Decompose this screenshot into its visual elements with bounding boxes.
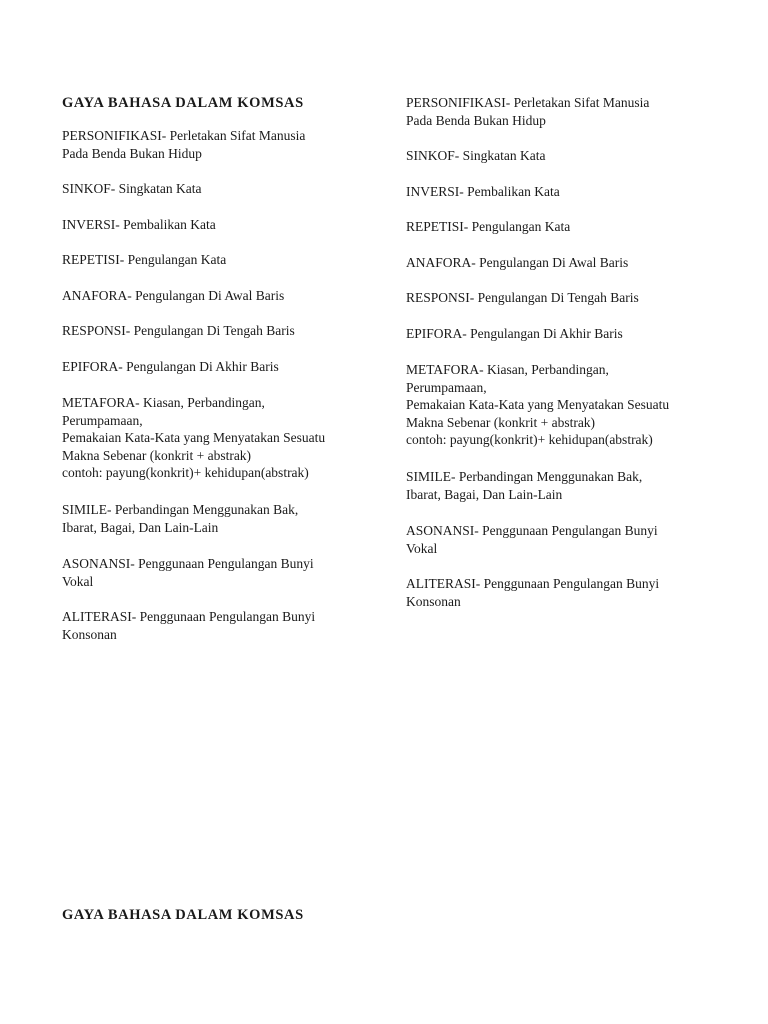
entry-line: Pemakaian Kata-Kata yang Menyatakan Sesuatu bbox=[406, 397, 670, 412]
entry-line: Perumpamaan, bbox=[406, 379, 487, 395]
entry-simile bbox=[406, 468, 642, 503]
entry-line: Konsonan bbox=[62, 626, 117, 642]
entry-line: Pada Benda Bukan Hidup bbox=[406, 112, 546, 128]
entry-responsi bbox=[406, 289, 639, 307]
entry-sinkof bbox=[62, 180, 201, 198]
entry-line: Perumpamaan, bbox=[62, 412, 143, 428]
entry-line: RESPONSI- Pengulangan Di Tengah Baris bbox=[406, 290, 639, 305]
entry-aliterasi bbox=[406, 575, 659, 610]
entry-anafora bbox=[62, 287, 284, 305]
entry-line: ALITERASI- Penggunaan Pengulangan Bunyi bbox=[62, 609, 316, 624]
entry-line: PERSONIFIKASI- Perletakan Sifat Manusia bbox=[406, 95, 650, 110]
entry-inversi bbox=[62, 216, 216, 234]
entry-line: contoh: payung(konkrit)+ kehidupan(abstrak) bbox=[406, 432, 653, 447]
entry-line: INVERSI- Pembalikan Kata bbox=[406, 184, 560, 199]
entry-line: Ibarat, Bagai, Dan Lain-Lain bbox=[62, 519, 219, 535]
entry-responsi bbox=[62, 322, 295, 340]
entry-line: Pada Benda Bukan Hidup bbox=[62, 145, 202, 161]
entry-epifora bbox=[406, 325, 623, 343]
entry-asonansi bbox=[406, 522, 658, 557]
entry-aliterasi bbox=[62, 608, 315, 643]
entry-personifikasi bbox=[406, 94, 649, 129]
entry-line: Makna Sebenar (konkrit + abstrak) bbox=[62, 447, 252, 463]
entry-line: REPETISI- Pengulangan Kata bbox=[62, 252, 227, 267]
entry-line: SINKOF- Singkatan Kata bbox=[62, 181, 202, 196]
entry-line: RESPONSI- Pengulangan Di Tengah Baris bbox=[62, 323, 295, 338]
entry-line: METAFORA- Kiasan, Perbandingan, bbox=[406, 362, 609, 377]
entry-line: ANAFORA- Pengulangan Di Awal Baris bbox=[406, 255, 629, 270]
entry-simile bbox=[62, 501, 298, 536]
entry-line: Pemakaian Kata-Kata yang Menyatakan Sesuatu bbox=[62, 430, 326, 445]
entry-line: SINKOF- Singkatan Kata bbox=[406, 148, 546, 163]
entry-repetisi bbox=[62, 251, 226, 269]
entry-line: METAFORA- Kiasan, Perbandingan, bbox=[62, 395, 265, 410]
footer-title: GAYA BAHASA DALAM KOMSAS bbox=[62, 907, 304, 923]
entry-inversi bbox=[406, 183, 560, 201]
entry-line: Vokal bbox=[406, 540, 438, 556]
entry-line: contoh: payung(konkrit)+ kehidupan(abstrak) bbox=[62, 465, 309, 480]
entry-repetisi bbox=[406, 218, 570, 236]
page-title: GAYA BAHASA DALAM KOMSAS bbox=[62, 95, 304, 111]
entry-line: Vokal bbox=[62, 573, 94, 589]
entry-line: ANAFORA- Pengulangan Di Awal Baris bbox=[62, 288, 285, 303]
entry-line: EPIFORA- Pengulangan Di Akhir Baris bbox=[62, 359, 279, 374]
entry-line: PERSONIFIKASI- Perletakan Sifat Manusia bbox=[62, 128, 306, 143]
entry-line: ASONANSI- Penggunaan Pengulangan Bunyi bbox=[406, 523, 658, 538]
entry-metafora bbox=[406, 361, 669, 449]
entry-line: Konsonan bbox=[406, 593, 461, 609]
entry-line: SIMILE- Perbandingan Menggunakan Bak, bbox=[406, 469, 643, 484]
entry-line: Makna Sebenar (konkrit + abstrak) bbox=[406, 414, 596, 430]
entry-line: SIMILE- Perbandingan Menggunakan Bak, bbox=[62, 502, 299, 517]
entry-anafora bbox=[406, 254, 628, 272]
entry-line: ASONANSI- Penggunaan Pengulangan Bunyi bbox=[62, 556, 314, 571]
entry-sinkof bbox=[406, 147, 545, 165]
entry-line: EPIFORA- Pengulangan Di Akhir Baris bbox=[406, 326, 623, 341]
entry-asonansi bbox=[62, 555, 314, 590]
entry-epifora bbox=[62, 358, 279, 376]
entry-personifikasi bbox=[62, 127, 305, 162]
entry-line: INVERSI- Pembalikan Kata bbox=[62, 217, 216, 232]
entry-line: ALITERASI- Penggunaan Pengulangan Bunyi bbox=[406, 576, 660, 591]
entry-metafora bbox=[62, 394, 325, 482]
entry-line: Ibarat, Bagai, Dan Lain-Lain bbox=[406, 486, 563, 502]
entry-line: REPETISI- Pengulangan Kata bbox=[406, 219, 571, 234]
